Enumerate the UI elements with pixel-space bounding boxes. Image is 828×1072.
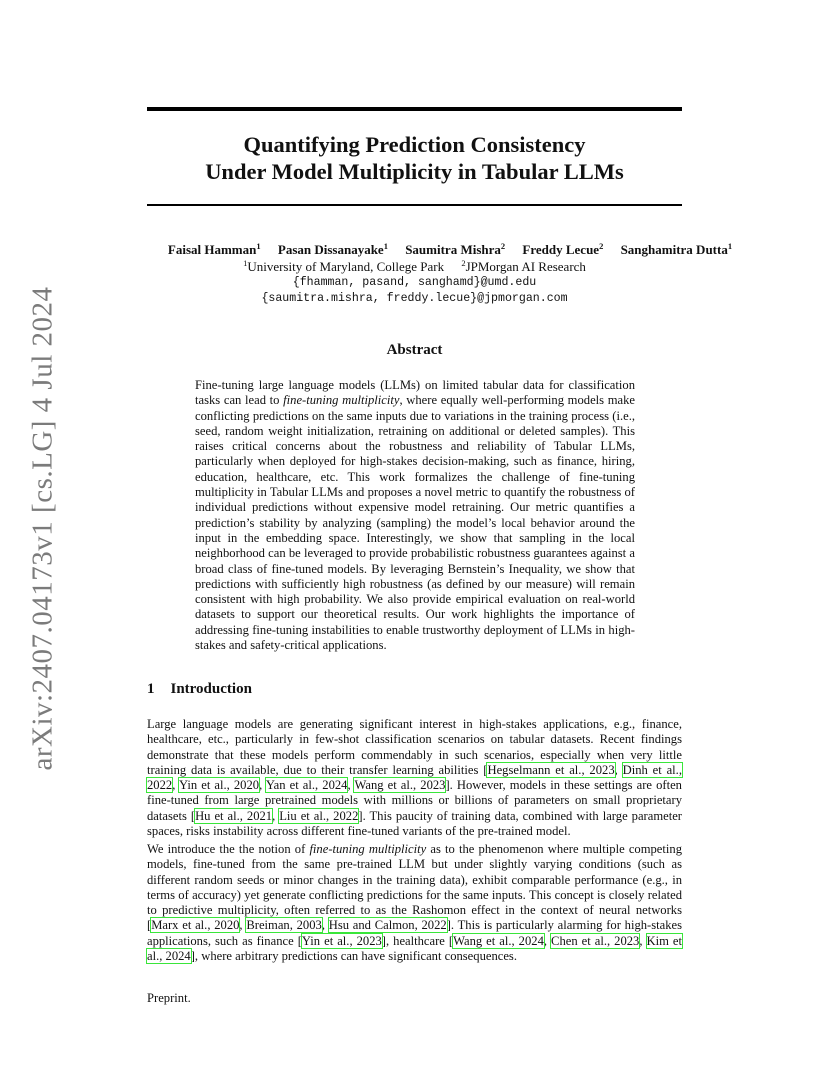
citation-link[interactable]: Kim et al., 2024 [147,933,683,964]
citation-link[interactable]: Hu et al., 2021 [195,808,273,823]
citation-link[interactable]: Hsu and Calmon, 2022 [328,918,447,933]
affiliations [147,259,682,275]
section-heading [147,681,252,698]
title-line-2: Under Model Multiplicity in Tabular LLMs [205,159,624,184]
intro-paragraph-1: Large language models are generating significant interest in high-stakes applications, e.g., finance, healthcare, etc., particularly in few-shot classification scenarios on tabular datasets. Recent findings demonstrate that these models perform commendably in such scenarios, especially when very little training data is available, due to their transfer learning abilities [Hegselmann et al., 2023, Dinh et al., 2022, Yin et al., 2020, Yan et al., 2024, Wang et al., 2023]. However, models in these settings are often fine-tuned from large pretrained models with millions or billions of parameters on small proprietary datasets [Hu et al., 2021, Liu et al., 2022]. This paucity of training data, combined with large parameter spaces, risks instability across different fine-tuned variants of the pre-trained model. [147,717,682,839]
title-rule-bottom [147,204,682,206]
citation-link[interactable]: Liu et al., 2022 [279,808,359,823]
affiliation: $^1$University of Maryland, College Park [243,258,445,274]
emphasis: fine-tuning multiplicity [283,393,400,408]
citation-link[interactable]: Dinh et al., 2022 [147,762,682,793]
citation-link[interactable]: Yan et al., 2024 [265,778,348,793]
citation-link[interactable]: Chen et al., 2023 [551,933,640,948]
emphasis: fine-tuning multiplicity [309,842,427,856]
citation-link[interactable]: Marx et al., 2020 [151,918,240,933]
author-list [140,242,760,258]
citation-link[interactable]: Breiman, 2003 [246,918,322,933]
intro-paragraph-2: We introduce the the notion of fine-tuning multiplicity as to the phenomenon where multiple competing models, fine-tuned from the same pre-trained LLM but under slightly varying conditions (such as different random seeds or minor changes in the training data), exhibit comparable performance (e.g., in terms of accuracy) yet generate conflicting predictions for the same inputs. This concept is closely related to predictive multiplicity, often referred to as the Rashomon effect in the context of neural networks [Marx et al., 2020, Breiman, 2003, Hsu and Calmon, 2022]. This is particularly alarming for high-stakes applications, such as finance [Yin et al., 2023], healthcare [Wang et al., 2024, Chen et al., 2023, Kim et al., 2024], where arbitrary predictions can have significant consequences. [147,842,683,964]
email-line-2[interactable]: {saumitra.mishra, freddy.lecue}@jpmorgan.com [261,292,568,305]
citation-link[interactable]: Yin et al., 2020 [178,778,260,793]
author: Saumitra Mishra$^2$ [405,241,506,257]
title-rule-top [147,107,682,111]
footer-note: Preprint. [147,991,191,1005]
citation-link[interactable]: Wang et al., 2024 [453,933,544,948]
author: Freddy Lecue$^2$ [522,241,604,257]
affiliation: $^2$JPMorgan AI Research [461,258,586,274]
citation-link[interactable]: Hegselmann et al., 2023 [487,762,615,777]
email-line-1[interactable]: {fhamman, pasand, sanghamd}@umd.edu [292,276,537,289]
title-line-1: Quantifying Prediction Consistency [243,132,586,157]
section-title: Introduction [170,681,252,697]
abstract-body: Fine-tuning large language models (LLMs) on limited tabular data for classification tasks can lead to fine-tuning multiplicity, where equally well-performing models make conflicting predictions on the same inputs due to variations in the training process (i.e., seed, random weight initialization, retraining on additional or deleted samples). This raises critical concerns about the robustness and reliability of Tabular LLMs, particularly when deployed for high-stakes decision-making, such as finance, hiring, education, healthcare, etc. This work formalizes the challenge of fine-tuning multiplicity in Tabular LLMs and proposes a novel metric to quantify the robustness of individual predictions without expensive model retraining. Our metric quantifies a prediction’s stability by analyzing (sampling) the model’s local behavior around the input in the embedding space. Interestingly, we show that sampling in the local neighborhood can be leveraged to provide probabilistic robustness guarantees against a broad class of fine-tuned models. By leveraging Bernstein’s Inequality, we show that predictions with sufficiently high robustness (as defined by our measure) will remain consistent with high probability. We also provide empirical evaluation on real-world datasets to support our theoretical results. Our work highlights the importance of addressing fine-tuning instabilities to enable trustworthy deployment of LLMs in high-stakes and safety-critical applications. [195,378,636,653]
paper-title [147,131,682,185]
author: Pasan Dissanayake$^1$ [277,241,388,257]
citation-link[interactable]: Yin et al., 2023 [301,933,382,948]
arxiv-identifier [23,285,63,771]
section-number: 1 [147,681,155,697]
arxiv-identifier-text: arXiv:2407.04173v1 [cs.LG] 4 Jul 2024 [26,285,59,771]
author: Faisal Hamman$^1$ [167,241,261,257]
abstract-heading: Abstract [386,342,443,358]
author: Sanghamitra Dutta$^1$ [620,241,733,257]
citation-link[interactable]: Wang et al., 2023 [354,778,446,793]
